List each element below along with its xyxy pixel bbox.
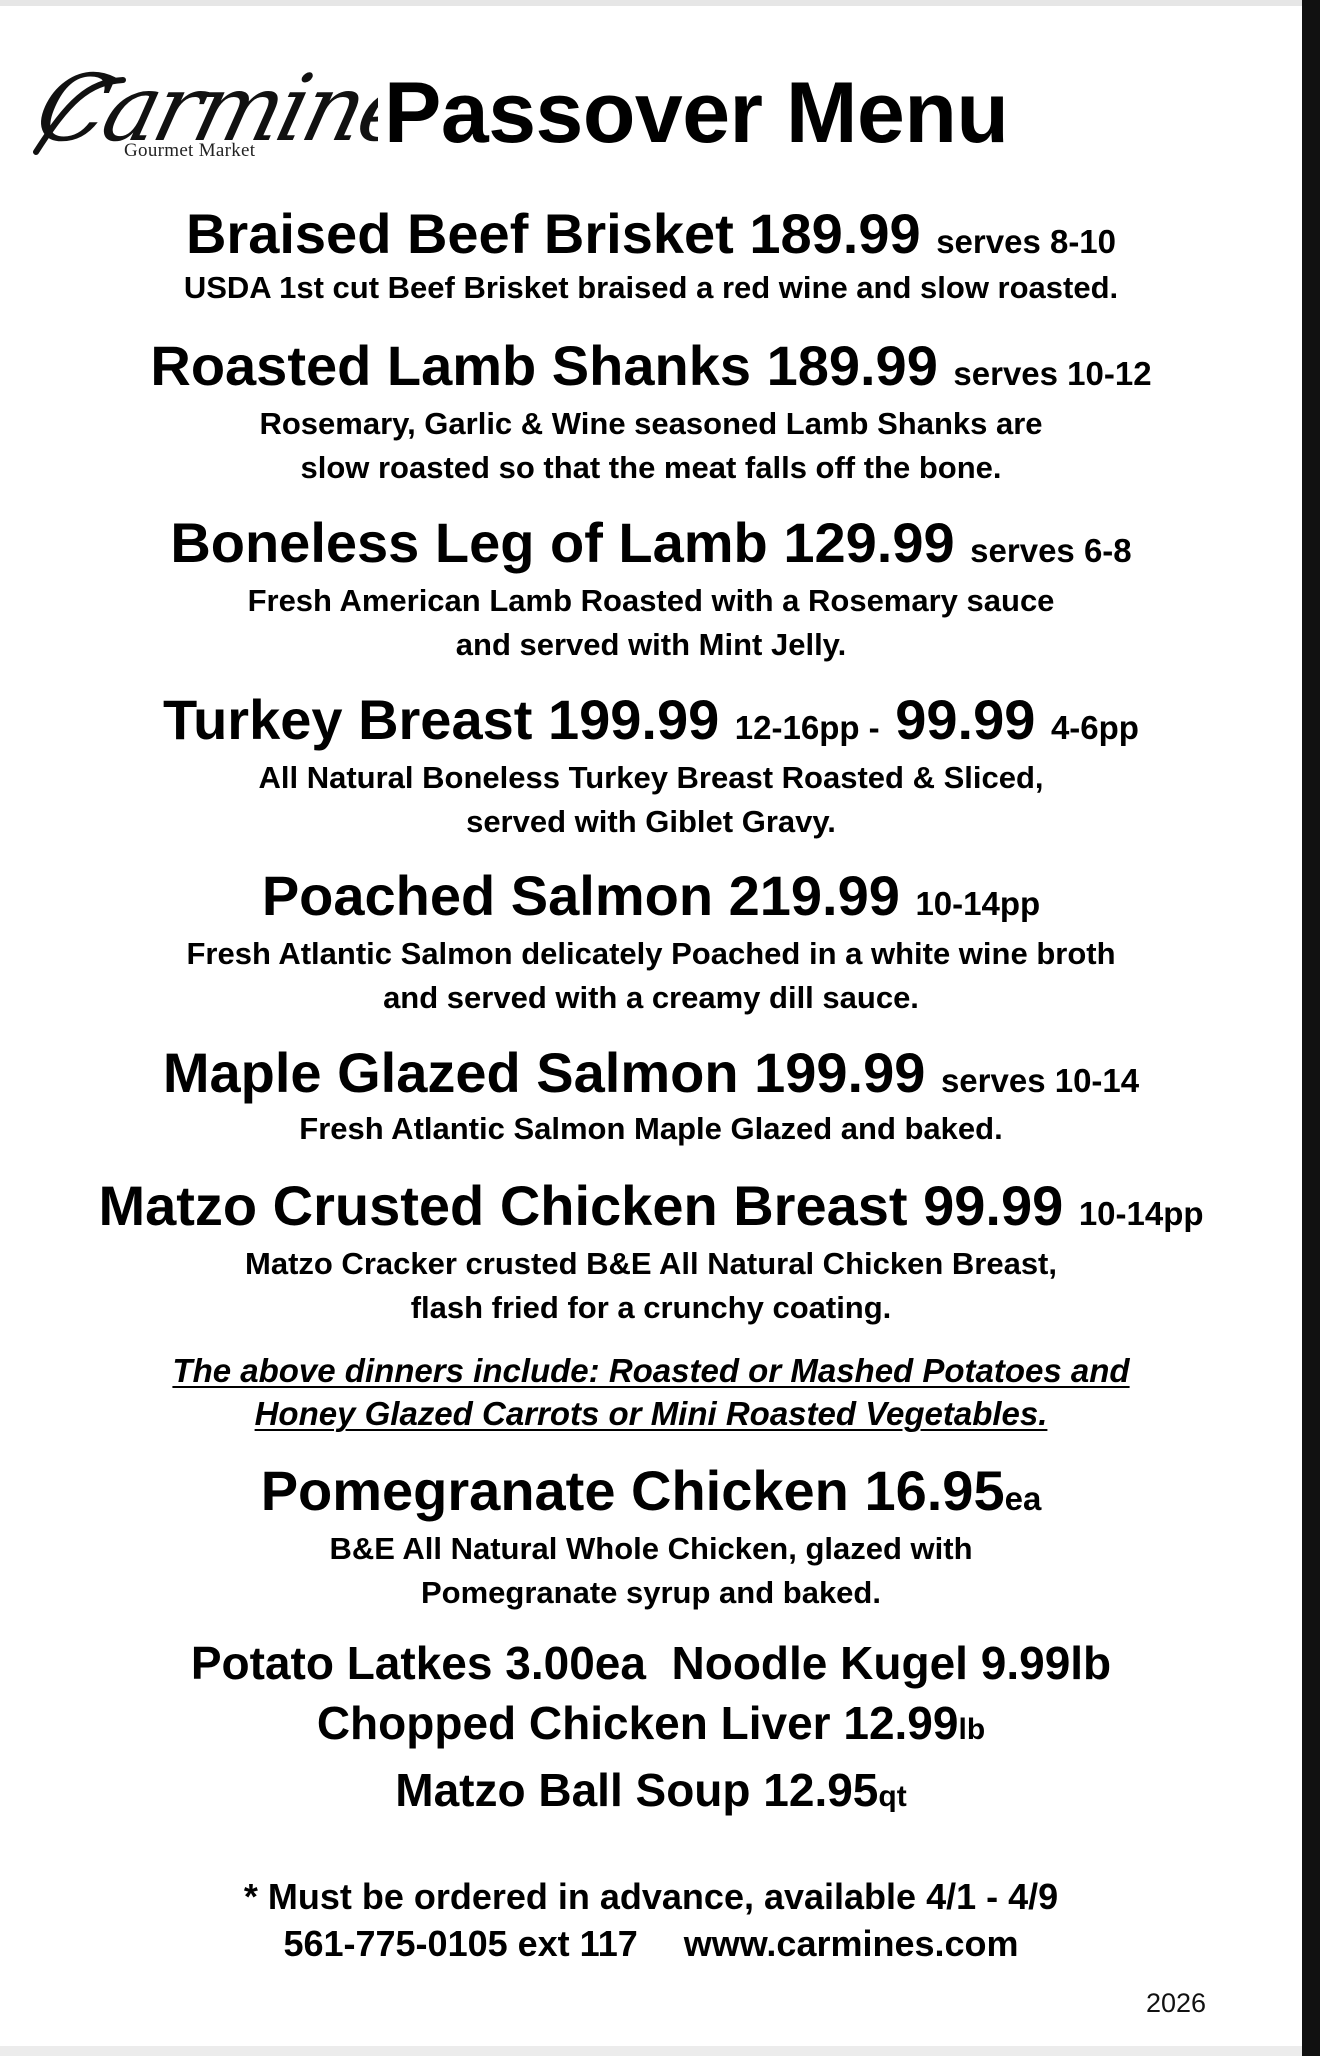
sides-list (0, 1633, 1302, 1827)
logo-tagline: Gourmet Market (124, 140, 256, 161)
item-name: Poached Salmon (261, 864, 714, 927)
right-edge-border (1302, 0, 1320, 2056)
item-heading (0, 1459, 1302, 1522)
kugel-name: Noodle Kugel (671, 1637, 968, 1689)
item-desc-line-1: B&E All Natural Whole Chicken, glazed with (329, 1531, 973, 1566)
item-heading (0, 1041, 1302, 1104)
item-price-2: 99.99 (895, 688, 1036, 751)
menu-item-matzo-chicken (0, 1174, 1302, 1330)
liver-name: Chopped Chicken Liver (316, 1697, 831, 1749)
included-sides-note (0, 1349, 1302, 1435)
order-footer (0, 1873, 1302, 1967)
sides-line-3 (0, 1760, 1302, 1827)
item-serves: 10-14pp (1078, 1195, 1204, 1232)
item-desc-line-2: flash fried for a crunchy coating. (410, 1290, 892, 1325)
item-price: 189.99 (766, 334, 938, 397)
item-heading (0, 1174, 1302, 1237)
item-desc-line-1: Fresh Atlantic Salmon delicately Poached in a white wine broth (186, 936, 1116, 971)
menu-item-maple-salmon (0, 1041, 1302, 1151)
item-desc: Fresh Atlantic Salmon Maple Glazed and baked. (299, 1111, 1003, 1146)
item-price: 189.99 (749, 202, 921, 265)
item-heading (0, 334, 1302, 397)
note-line-2: Honey Glazed Carrots or Mini Roasted Vegetables. (254, 1395, 1048, 1432)
latkes-name: Potato Latkes (190, 1637, 493, 1689)
phone-number: 561-775-0105 ext 117 (283, 1923, 638, 1964)
website-link: www.carmines.com (683, 1923, 1019, 1964)
item-price: 199.99 (547, 688, 720, 751)
top-edge (0, 0, 1302, 6)
menu-item-brisket (0, 202, 1302, 310)
item-desc-line-1: Matzo Cracker crusted B&E All Natural Chicken Breast, (245, 1246, 1057, 1281)
item-serves: serves 10-14 (940, 1062, 1140, 1099)
item-price: 129.99 (783, 511, 955, 574)
year-label: 2026 (1146, 1988, 1207, 2018)
item-name: Braised Beef Brisket (185, 202, 734, 265)
item-name: Maple Glazed Salmon (162, 1041, 739, 1104)
item-name: Matzo Crusted Chicken Breast (98, 1174, 908, 1237)
item-price: 219.99 (728, 864, 900, 927)
item-price: 16.95 (864, 1459, 1005, 1522)
item-name: Turkey Breast (163, 688, 533, 751)
item-serves: 10-14pp (915, 885, 1041, 922)
menu-item-lamb-shanks (0, 334, 1302, 490)
contact-line (0, 1920, 1302, 1967)
item-desc-line-2: and served with a creamy dill sauce. (383, 980, 919, 1015)
liver-price: 12.99 (843, 1697, 959, 1749)
note-line-1: The above dinners include: Roasted or Mashed Potatoes and (172, 1352, 1130, 1389)
sides-line-2 (0, 1693, 1302, 1760)
item-price: 199.99 (754, 1041, 926, 1104)
bottom-edge (0, 2046, 1302, 2056)
item-desc-line-2: Pomegranate syrup and baked. (421, 1575, 881, 1610)
item-serves-2: 4-6pp (1050, 709, 1139, 746)
item-desc-line-1: Fresh American Lamb Roasted with a Rosemary sauce (247, 583, 1055, 618)
item-price: 99.99 (923, 1174, 1064, 1237)
item-serves: 12-16pp - (734, 709, 880, 746)
menu-item-poached-salmon (0, 864, 1302, 1020)
item-name: Roasted Lamb Shanks (150, 334, 751, 397)
page-title: Passover Menu (384, 65, 1009, 161)
sides-line-1 (0, 1633, 1302, 1693)
item-heading (0, 688, 1302, 751)
item-heading (0, 511, 1302, 574)
soup-price: 12.95 (763, 1764, 879, 1816)
liver-unit: lb (958, 1713, 986, 1746)
item-desc-line-1: All Natural Boneless Turkey Breast Roasted & Sliced, (258, 760, 1044, 795)
kugel-price: 9.99lb (980, 1637, 1112, 1689)
item-desc-line-2: served with Giblet Gravy. (466, 804, 836, 839)
menu-item-pomegranate-chicken (0, 1459, 1302, 1615)
item-name: Boneless Leg of Lamb (170, 511, 768, 574)
svg-text:Carmine’s: Carmine’s (28, 55, 378, 163)
item-heading (0, 864, 1302, 927)
item-desc-line-2: and served with Mint Jelly. (455, 627, 847, 662)
item-unit: ea (1004, 1480, 1042, 1517)
item-desc-line-1: Rosemary, Garlic & Wine seasoned Lamb Shanks are (259, 406, 1043, 441)
soup-name: Matzo Ball Soup (395, 1764, 751, 1816)
item-serves: serves 10-12 (953, 355, 1152, 392)
item-desc: USDA 1st cut Beef Brisket braised a red wine and slow roasted. (183, 270, 1119, 305)
latkes-price: 3.00ea (505, 1637, 646, 1689)
item-heading (0, 202, 1302, 265)
item-desc-line-2: slow roasted so that the meat falls off the bone. (300, 450, 1002, 485)
item-serves: serves 8-10 (936, 223, 1117, 260)
menu-item-leg-of-lamb (0, 511, 1302, 667)
item-serves: serves 6-8 (970, 532, 1132, 569)
soup-unit: qt (878, 1780, 907, 1813)
advance-order-notice: * Must be ordered in advance, available 4/1 - 4/9 (243, 1876, 1059, 1917)
item-name: Pomegranate Chicken (260, 1459, 849, 1522)
menu-item-turkey-breast (0, 688, 1302, 844)
